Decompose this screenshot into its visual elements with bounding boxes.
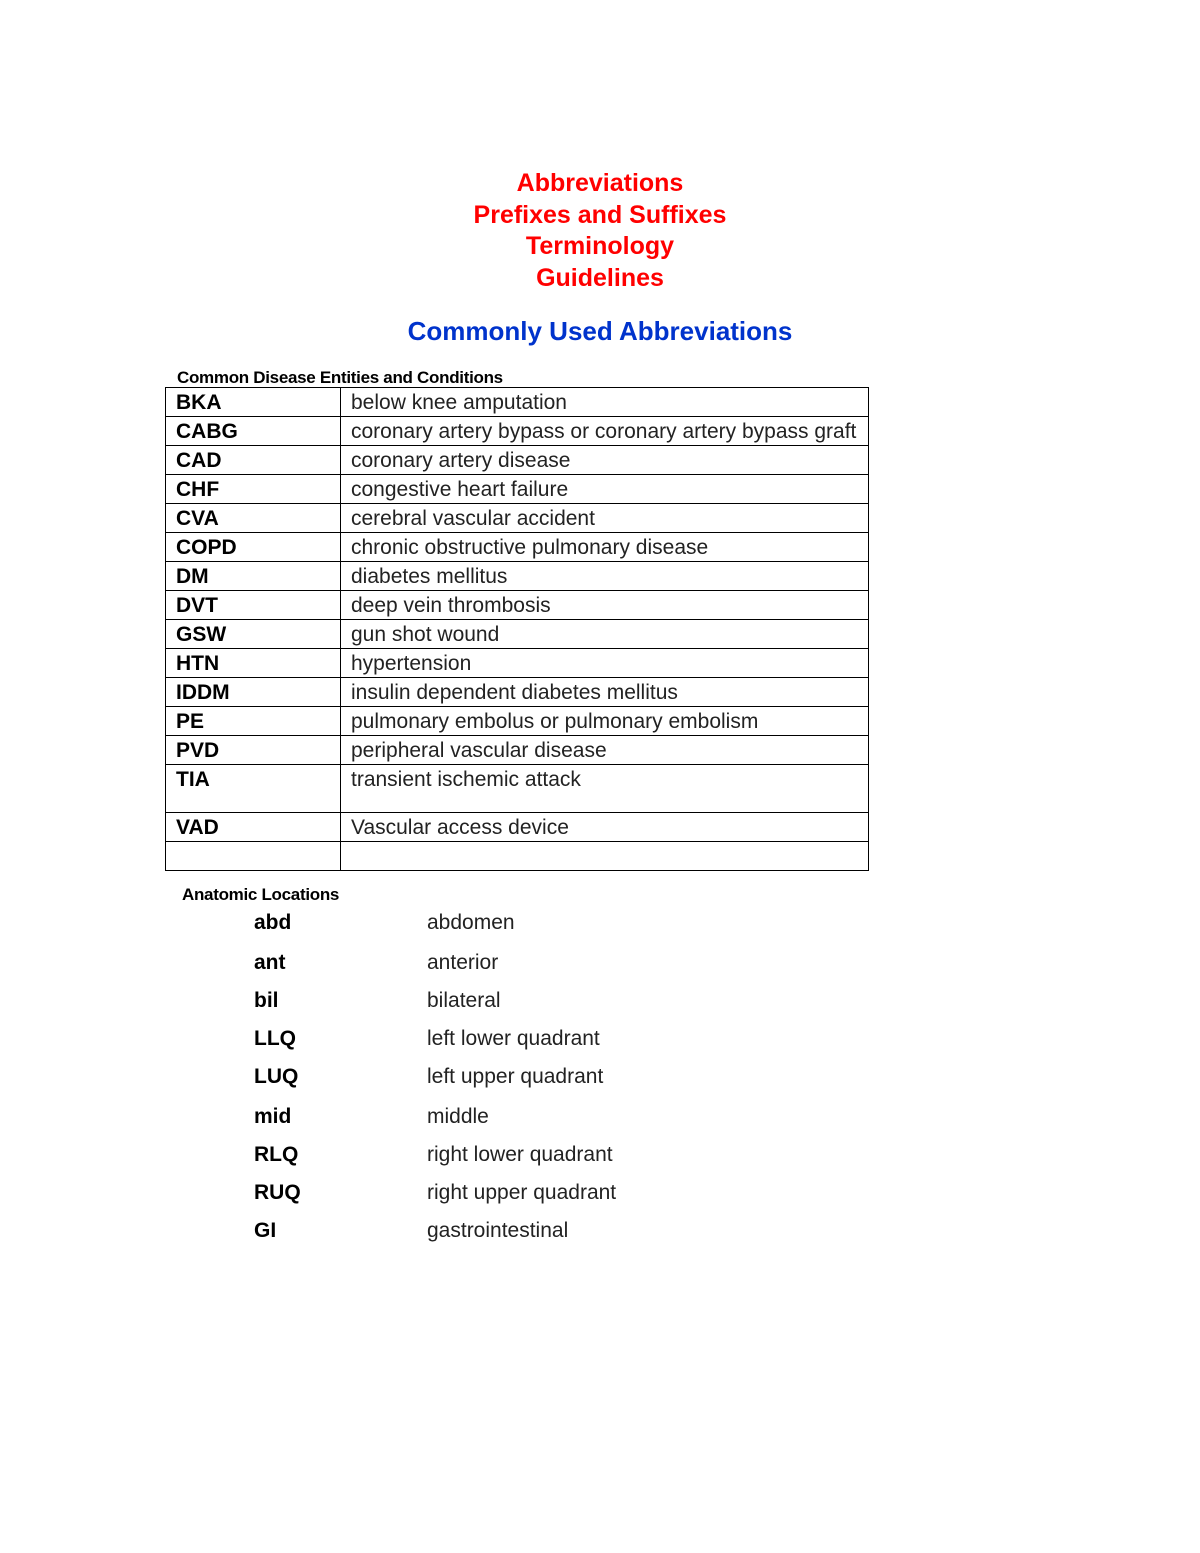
abbr-cell: CVA [166, 504, 341, 533]
title-block [0, 168, 1200, 294]
page-subtitle: Commonly Used Abbreviations [407, 316, 793, 346]
anatomic-abbr: LUQ [254, 1065, 299, 1088]
anatomic-definition: middle [427, 1105, 489, 1128]
table-row [166, 678, 869, 707]
title-terminology: Terminology [525, 232, 675, 261]
title-prefixes-suffixes: Prefixes and Suffixes [473, 200, 727, 229]
table-row [166, 591, 869, 620]
table-row [166, 765, 869, 813]
anatomic-definition: gastrointestinal [427, 1219, 569, 1242]
abbr-cell: IDDM [166, 678, 341, 707]
abbr-cell: CAD [166, 446, 341, 475]
anatomic-abbr: mid [254, 1105, 292, 1128]
abbr-cell: DM [166, 562, 341, 591]
abbr-cell: GSW [166, 620, 341, 649]
anatomic-abbr: ant [254, 951, 286, 974]
definition-cell: gun shot wound [341, 620, 869, 649]
anatomic-definition: right lower quadrant [427, 1143, 613, 1166]
table-row [166, 562, 869, 591]
title-abbreviations: Abbreviations [516, 169, 684, 197]
definition-cell: below knee amputation [341, 388, 869, 417]
anatomic-abbr: RLQ [254, 1143, 299, 1166]
table-row [166, 620, 869, 649]
table-row [166, 649, 869, 678]
definition-cell: transient ischemic attack [341, 765, 869, 813]
table-row [166, 504, 869, 533]
definition-cell: insulin dependent diabetes mellitus [341, 678, 869, 707]
abbr-cell [166, 842, 341, 871]
abbr-cell: PE [166, 707, 341, 736]
abbr-cell: BKA [166, 388, 341, 417]
definition-cell: coronary artery disease [341, 446, 869, 475]
definition-cell: deep vein thrombosis [341, 591, 869, 620]
table-row [166, 417, 869, 446]
definition-cell: congestive heart failure [341, 475, 869, 504]
anatomic-abbr: bil [254, 989, 279, 1012]
abbr-cell: HTN [166, 649, 341, 678]
anatomic-definition: anterior [427, 951, 499, 974]
table-row [166, 475, 869, 504]
anatomic-definition: left lower quadrant [427, 1027, 600, 1050]
definition-cell: hypertension [341, 649, 869, 678]
anatomic-section-label: Anatomic Locations [182, 885, 340, 904]
abbr-cell: DVT [166, 591, 341, 620]
definition-cell: diabetes mellitus [341, 562, 869, 591]
abbr-cell: TIA [166, 765, 341, 813]
anatomic-definition: abdomen [427, 911, 515, 934]
table-row [166, 736, 869, 765]
abbr-cell: VAD [166, 813, 341, 842]
anatomic-abbr: abd [254, 911, 292, 934]
anatomic-abbr: LLQ [254, 1027, 296, 1050]
disease-section-label: Common Disease Entities and Conditions [177, 368, 503, 387]
definition-cell: chronic obstructive pulmonary disease [341, 533, 869, 562]
abbr-cell: CABG [166, 417, 341, 446]
definition-cell: pulmonary embolus or pulmonary embolism [341, 707, 869, 736]
abbr-cell: COPD [166, 533, 341, 562]
definition-cell: cerebral vascular accident [341, 504, 869, 533]
definition-cell: peripheral vascular disease [341, 736, 869, 765]
anatomic-definition: right upper quadrant [427, 1181, 617, 1204]
table-row [166, 446, 869, 475]
anatomic-abbr: RUQ [254, 1181, 301, 1204]
anatomic-definition: left upper quadrant [427, 1065, 604, 1088]
abbr-cell: PVD [166, 736, 341, 765]
table-row [166, 533, 869, 562]
title-guidelines: Guidelines [536, 263, 664, 292]
table-row-empty [166, 842, 869, 871]
disease-abbreviation-table [165, 387, 869, 871]
table-row [166, 388, 869, 417]
anatomic-definition: bilateral [427, 989, 501, 1012]
definition-cell: Vascular access device [341, 813, 869, 842]
abbr-cell: CHF [166, 475, 341, 504]
table-row [166, 707, 869, 736]
anatomic-abbr: GI [254, 1219, 277, 1242]
definition-cell: coronary artery bypass or coronary artery bypass graft [341, 417, 869, 446]
definition-cell [341, 842, 869, 871]
table-row [166, 813, 869, 842]
